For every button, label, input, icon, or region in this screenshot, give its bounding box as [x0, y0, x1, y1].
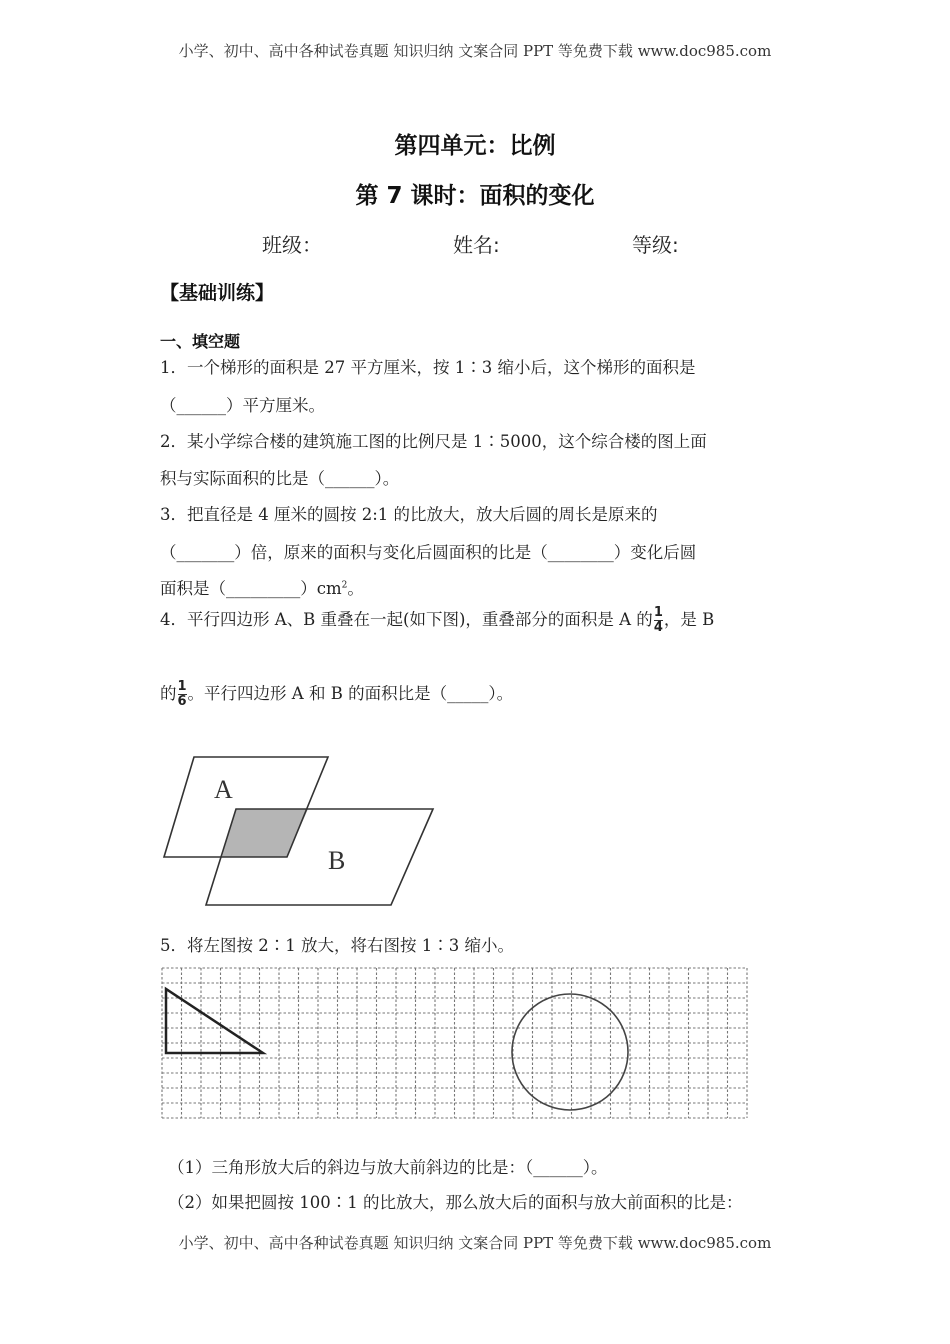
q3-line1: 3．把直径是 4 厘米的圆按 2:1 的比放大，放大后圆的周长是原来的 [160, 505, 658, 524]
q3-line3-text: 面积是（_________）cm [160, 579, 342, 598]
q3-line3-end: 。 [347, 579, 364, 598]
q4-line1 [160, 606, 714, 635]
class-label: 班级： [262, 233, 322, 257]
q4-fraction-b [178, 680, 187, 709]
fraction-denominator: 6 [177, 694, 187, 709]
q2-line1: 2．某小学综合楼的建筑施工图的比例尺是 1∶5000，这个综合楼的图上面 [160, 432, 707, 451]
lesson-title: 第 7 课时：面积的变化 [355, 183, 595, 209]
page-header: 小学、初中、高中各种试卷真题 知识归纳 文案合同 PPT 等免费下载 www.doc985.com [178, 42, 772, 60]
grid-figure [160, 966, 750, 1121]
fraction-numerator: 1 [177, 679, 187, 694]
q5-sub2: （2）如果把圆按 100∶1 的比放大，那么放大后的面积与放大前面积的比是： [168, 1193, 743, 1212]
q3-superscript: 2 [341, 580, 348, 591]
q3-line2: （_______）倍，原来的面积与变化后圆面积的比是（________）变化后圆 [160, 543, 697, 562]
fraction-denominator: 4 [653, 620, 663, 635]
circle-shape [512, 994, 628, 1110]
parallelogram-figure [150, 745, 450, 915]
q4-line2-start: 的 [160, 684, 177, 703]
overlap-region [222, 809, 308, 857]
q1-line2: （______）平方厘米。 [160, 396, 325, 415]
section-title: 【基础训练】 [160, 282, 275, 304]
label-a: A [214, 775, 233, 804]
page-footer: 小学、初中、高中各种试卷真题 知识归纳 文案合同 PPT 等免费下载 www.doc985.com [178, 1234, 772, 1252]
fraction-numerator: 1 [653, 605, 663, 620]
subsection-title: 一、填空题 [160, 332, 241, 351]
q4-line2-text: 。平行四边形 A 和 B 的面积比是（_____）。 [187, 684, 514, 703]
unit-title: 第四单元：比例 [394, 133, 556, 159]
q4-line2 [160, 680, 513, 709]
q2-line2: 积与实际面积的比是（______）。 [160, 469, 400, 488]
q4-line1-text: 4．平行四边形 A、B 重叠在一起(如下图)，重叠部分的面积是 A 的 [160, 610, 653, 629]
label-b: B [328, 846, 346, 875]
q5-sub1: （1）三角形放大后的斜边与放大前斜边的比是：（______）。 [168, 1158, 608, 1177]
name-label: 姓名: [453, 233, 500, 257]
q4-line1-end: ，是 B [663, 610, 715, 629]
q4-fraction-a [654, 606, 663, 635]
grade-label: 等级: [632, 233, 679, 257]
q1-line1: 1．一个梯形的面积是 27 平方厘米，按 1∶3 缩小后，这个梯形的面积是 [160, 358, 696, 377]
q3-line3 [160, 575, 364, 599]
q5-line1: 5．将左图按 2∶1 放大，将右图按 1∶3 缩小。 [160, 936, 514, 955]
